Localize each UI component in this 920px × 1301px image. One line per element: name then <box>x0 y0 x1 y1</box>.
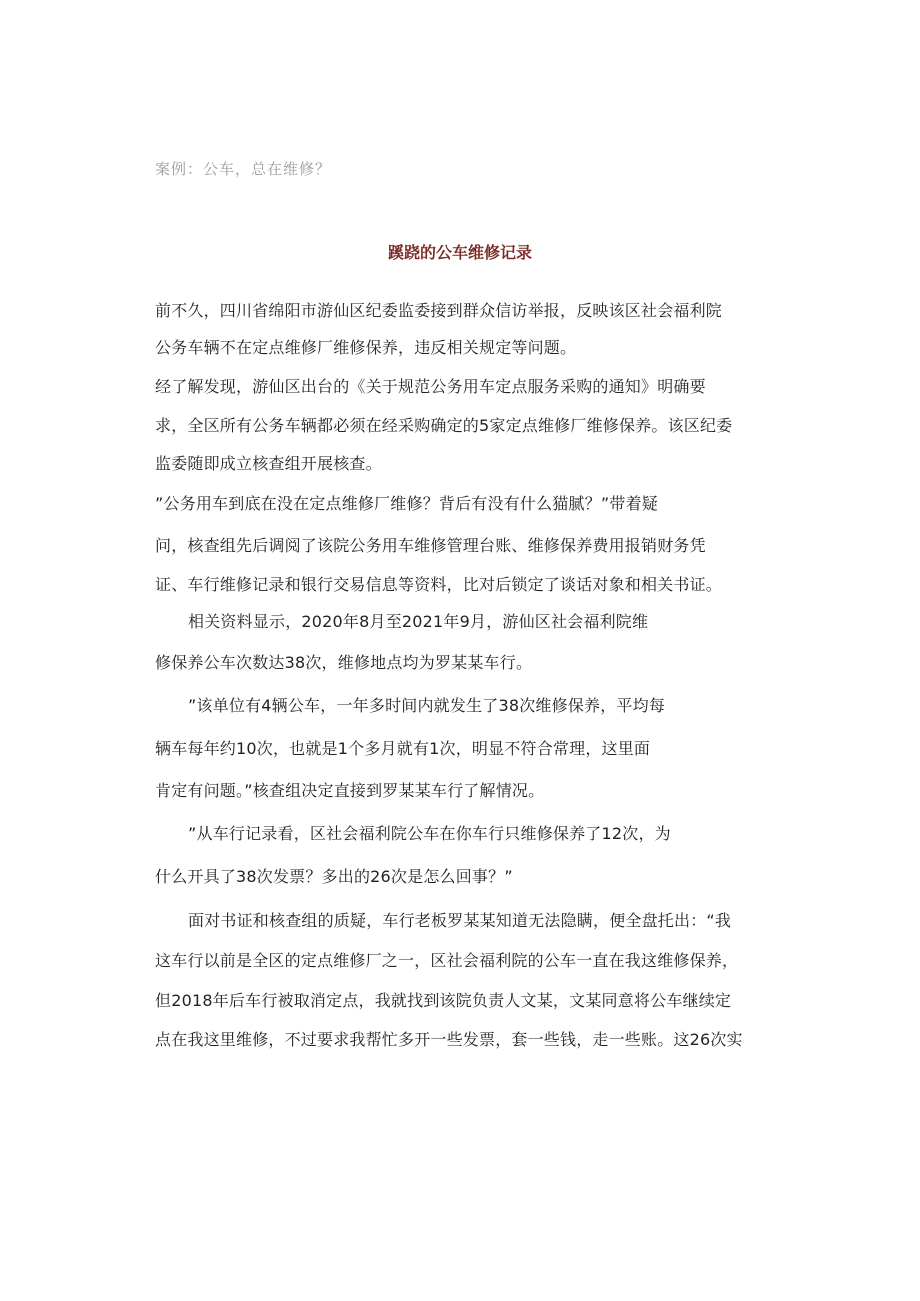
body-line: 肯定有问题。”核查组决定直接到罗某某车行了解情况。 <box>155 781 545 800</box>
body-line: 这车行以前是全区的定点维修厂之一，区社会福利院的公车一直在我这维修保养， <box>155 951 739 970</box>
body-line: 经了解发现，游仙区出台的《关于规范公务用车定点服务采购的通知》明确要 <box>155 377 706 396</box>
body-line: 但2018年后车行被取消定点，我就找到该院负责人文某，文某同意将公车继续定 <box>155 991 732 1010</box>
body-line: 辆车每年约10次，也就是1个多月就有1次，明显不符合常理，这里面 <box>155 739 651 758</box>
body-line: ”公务用车到底在没在定点维修厂维修？背后有没有什么猫腻？”带着疑 <box>155 494 658 513</box>
body-line: 前不久，四川省绵阳市游仙区纪委监委接到群众信访举报，反映该区社会福利院 <box>155 301 723 320</box>
body-line: 公务车辆不在定点维修厂维修保养，违反相关规定等问题。 <box>155 338 577 357</box>
body-line: ”从车行记录看，区社会福利院公车在你车行只维修保养了12次，为 <box>188 824 671 843</box>
case-label: 案例：公车，总在维修？ <box>155 160 332 178</box>
body-line: 问，核查组先后调阅了该院公务用车维修管理台账、维修保养费用报销财务凭 <box>155 536 706 555</box>
body-line: 什么开具了38次发票？多出的26次是怎么回事？” <box>155 867 513 886</box>
body-line: 点在我这里维修，不过要求我帮忙多开一些发票，套一些钱，走一些账。这26次实 <box>155 1030 743 1049</box>
body-line: 相关资料显示，2020年8月至2021年9月，游仙区社会福利院维 <box>188 612 649 631</box>
article-title: 蹊跷的公车维修记录 <box>387 243 532 262</box>
body-line: 面对书证和核查组的质疑，车行老板罗某某知道无法隐瞒，便全盘托出：“我 <box>188 911 732 930</box>
body-line: 修保养公车次数达38次，维修地点均为罗某某车行。 <box>155 653 533 672</box>
body-line: 监委随即成立核查组开展核查。 <box>155 454 382 473</box>
body-line: 证、车行维修记录和银行交易信息等资料，比对后锁定了谈话对象和相关书证。 <box>155 575 723 594</box>
body-line: 求，全区所有公务车辆都必须在经采购确定的5家定点维修厂维修保养。该区纪委 <box>155 416 733 435</box>
body-line: ”该单位有4辆公车，一年多时间内就发生了38次维修保养，平均每 <box>188 696 666 715</box>
